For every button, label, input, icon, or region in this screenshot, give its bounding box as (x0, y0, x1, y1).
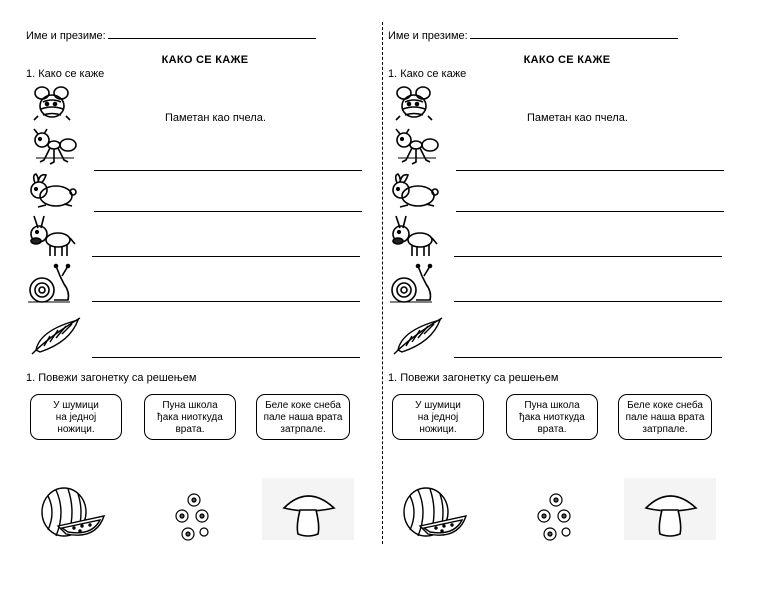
worksheet-title: КАКО СЕ КАЖЕ (523, 54, 611, 66)
riddle-1-line-1: У шумици (53, 400, 99, 411)
riddle-2-line-1: Пуна школа (524, 400, 580, 411)
riddle-2-line-1: Пуна школа (162, 400, 218, 411)
name-field (388, 28, 678, 42)
rabbit-icon (26, 172, 78, 210)
worksheet-title: КАКО СЕ КАЖЕ (161, 54, 249, 66)
name-blank[interactable] (470, 28, 678, 39)
mushroom-icon[interactable] (624, 478, 716, 540)
riddle-3-line-2: пале наша врата (263, 412, 343, 423)
example-answer: Паметан као пчела. (527, 112, 628, 124)
flowers-icon[interactable] (534, 490, 574, 546)
name-blank[interactable] (108, 28, 316, 39)
riddle-box-1[interactable] (392, 394, 484, 440)
mushroom-icon[interactable] (262, 478, 354, 540)
task-2-label: 1. Повежи загонетку са решењем (26, 372, 197, 384)
answer-line-5[interactable] (454, 357, 722, 358)
riddle-1-line-2: на једној (55, 412, 97, 423)
name-label: Име и презиме: (26, 30, 106, 42)
ant-icon (30, 128, 78, 166)
example-answer: Паметан као пчела. (165, 112, 266, 124)
riddle-1-line-3: ножици. (419, 424, 457, 435)
answer-line-2[interactable] (94, 211, 362, 212)
riddle-1-line-2: на једној (417, 412, 459, 423)
riddle-box-2[interactable] (144, 394, 236, 440)
answer-line-4[interactable] (454, 301, 722, 302)
watermelon-icon[interactable] (400, 486, 468, 540)
answer-line-4[interactable] (92, 301, 360, 302)
riddle-3-line-1: Беле коке снеба (627, 400, 703, 411)
riddle-box-1[interactable] (30, 394, 122, 440)
answer-line-1[interactable] (456, 170, 724, 171)
rabbit-icon (388, 172, 440, 210)
bee-icon (30, 84, 74, 122)
task-2-label: 1. Повежи загонетку са решењем (388, 372, 559, 384)
flowers-icon[interactable] (172, 490, 212, 546)
riddle-box-2[interactable] (506, 394, 598, 440)
riddle-1-line-1: У шумици (415, 400, 461, 411)
riddle-box-3[interactable] (256, 394, 350, 440)
riddle-2-line-2: ђака ниоткуда (157, 412, 223, 423)
donkey-icon (28, 214, 76, 258)
answer-line-3[interactable] (454, 256, 722, 257)
watermelon-icon[interactable] (38, 486, 106, 540)
name-field (26, 28, 316, 42)
task-1-label: 1. Како се каже (26, 68, 105, 80)
riddle-3-line-1: Беле коке снеба (265, 400, 341, 411)
worksheet-right (362, 0, 746, 594)
riddle-1-line-3: ножици. (57, 424, 95, 435)
answer-line-1[interactable] (94, 170, 362, 171)
riddle-3-line-3: затрпале. (280, 424, 326, 435)
riddle-3-line-3: затрпале. (642, 424, 688, 435)
riddle-2-line-2: ђака ниоткуда (519, 412, 585, 423)
riddle-3-line-2: пале наша врата (625, 412, 705, 423)
feather-icon (392, 316, 444, 356)
ant-icon (392, 128, 440, 166)
answer-line-2[interactable] (456, 211, 724, 212)
answer-line-3[interactable] (92, 256, 360, 257)
answer-line-5[interactable] (92, 357, 360, 358)
feather-icon (30, 316, 82, 356)
snail-icon (388, 262, 434, 304)
bee-icon (392, 84, 436, 122)
snail-icon (26, 262, 72, 304)
name-label: Име и презиме: (388, 30, 468, 42)
riddle-2-line-3: врата. (537, 424, 567, 435)
task-1-label: 1. Како се каже (388, 68, 467, 80)
donkey-icon (390, 214, 438, 258)
riddle-box-3[interactable] (618, 394, 712, 440)
riddle-2-line-3: врата. (175, 424, 205, 435)
